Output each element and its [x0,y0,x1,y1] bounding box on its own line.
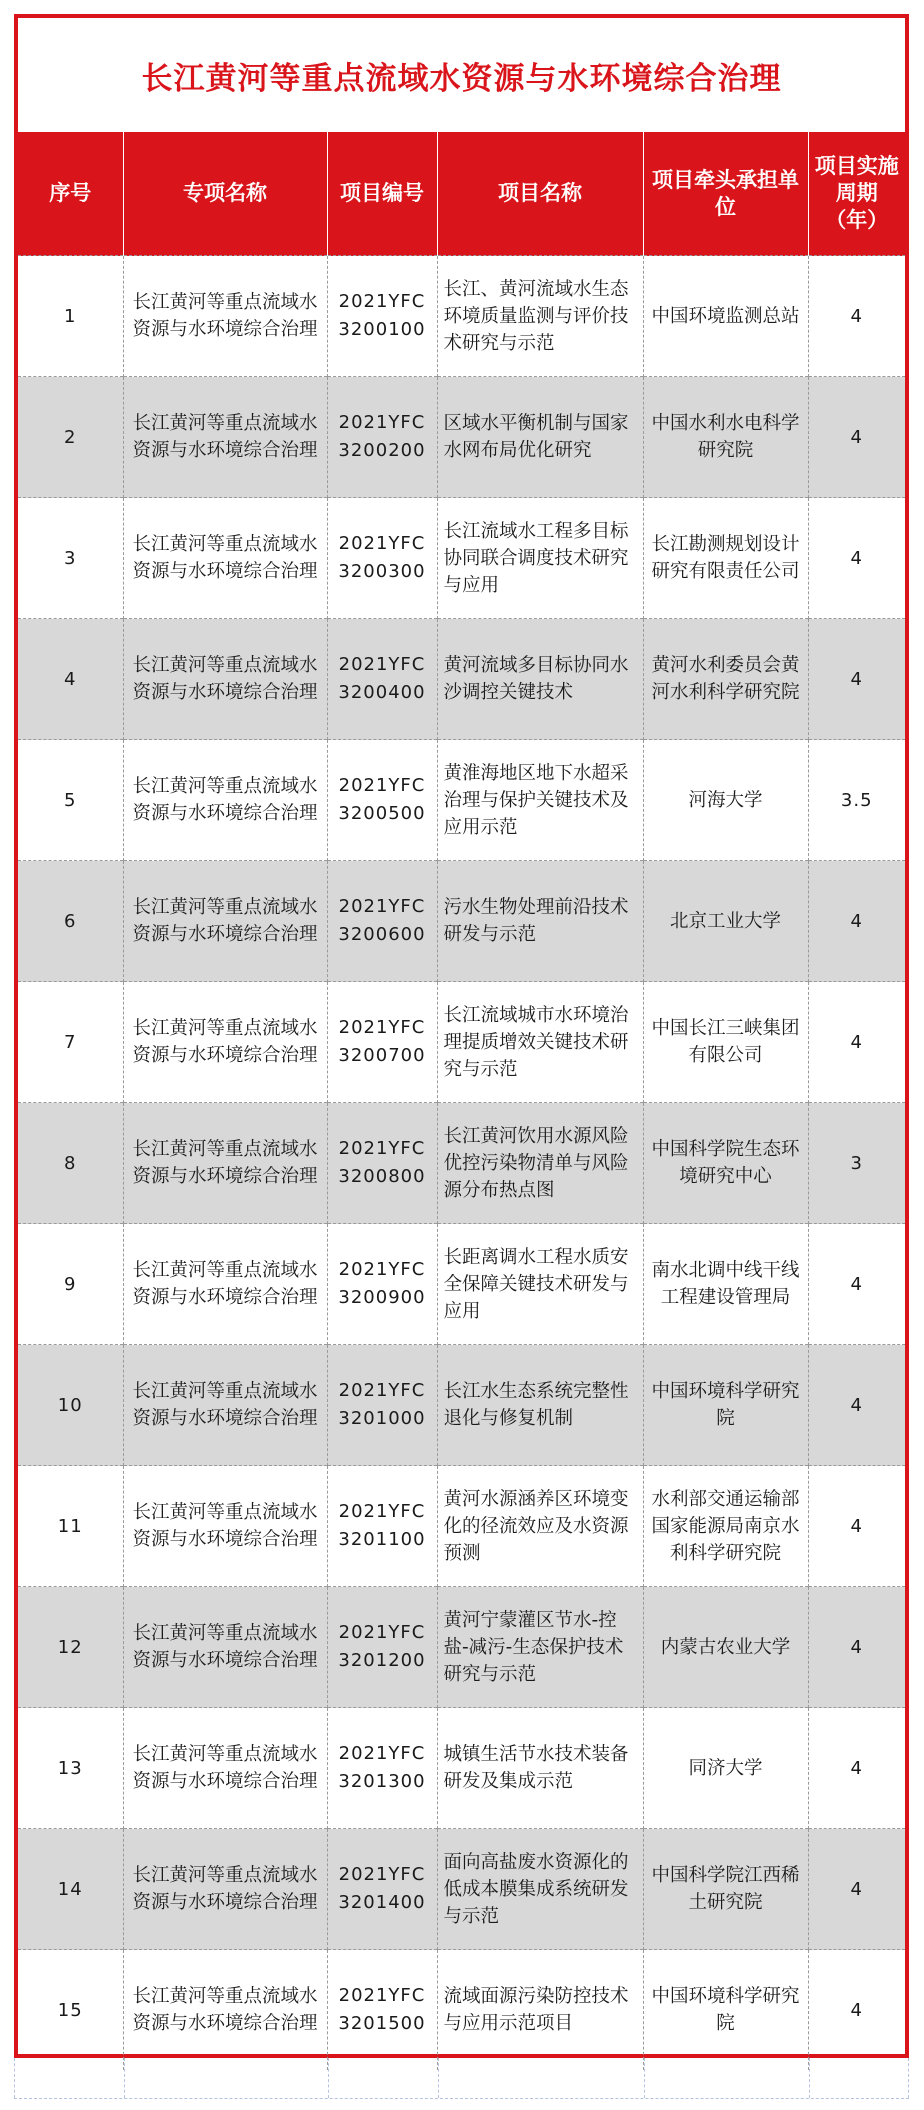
cell-code: 2021YFC3200800 [327,1103,437,1224]
cell-period: 4 [808,1587,905,1708]
cell-program: 长江黄河等重点流域水资源与水环境综合治理 [123,1103,327,1224]
cell-name: 区域水平衡机制与国家水网布局优化研究 [437,377,643,498]
cell-period: 4 [808,1345,905,1466]
cell-name: 城镇生活节水技术装备研发及集成示范 [437,1708,643,1829]
cell-name: 长江流域城市水环境治理提质增效关键技术研究与示范 [437,982,643,1103]
cell-unit: 河海大学 [643,740,808,861]
cell-program: 长江黄河等重点流域水资源与水环境综合治理 [123,1950,327,2071]
cell-period: 4 [808,1466,905,1587]
cell-seq: 8 [18,1103,123,1224]
cell-name: 长江水生态系统完整性退化与修复机制 [437,1345,643,1466]
cell-name: 黄淮海地区地下水超采治理与保护关键技术及应用示范 [437,740,643,861]
cell-period: 4 [808,861,905,982]
cell-program: 长江黄河等重点流域水资源与水环境综合治理 [123,619,327,740]
cell-seq: 10 [18,1345,123,1466]
table-row [18,256,905,377]
cell-period: 4 [808,1829,905,1950]
cell-unit: 中国水利水电科学研究院 [643,377,808,498]
cell-program: 长江黄河等重点流域水资源与水环境综合治理 [123,982,327,1103]
cell-unit: 长江勘测规划设计研究有限责任公司 [643,498,808,619]
cell-seq: 3 [18,498,123,619]
cell-code: 2021YFC3200300 [327,498,437,619]
cell-seq: 6 [18,861,123,982]
cell-name: 黄河流域多目标协同水沙调控关键技术 [437,619,643,740]
cell-program: 长江黄河等重点流域水资源与水环境综合治理 [123,498,327,619]
cell-name: 长江流域水工程多目标协同联合调度技术研究与应用 [437,498,643,619]
cell-period: 4 [808,1224,905,1345]
cell-code: 2021YFC3200900 [327,1224,437,1345]
table-row [18,1829,905,1950]
header-program: 专项名称 [123,132,327,256]
header-period: 项目实施周期（年） [808,132,905,256]
cell-code: 2021YFC3201000 [327,1345,437,1466]
cell-program: 长江黄河等重点流域水资源与水环境综合治理 [123,1345,327,1466]
cell-code: 2021YFC3201200 [327,1587,437,1708]
cell-period: 3.5 [808,740,905,861]
cell-unit: 中国环境监测总站 [643,256,808,377]
cell-code: 2021YFC3201400 [327,1829,437,1950]
cell-period: 3 [808,1103,905,1224]
cell-seq: 15 [18,1950,123,2071]
cell-program: 长江黄河等重点流域水资源与水环境综合治理 [123,1708,327,1829]
header-seq: 序号 [18,132,123,256]
trailing-divider [124,2058,125,2098]
trailing-divider [14,2058,15,2098]
cell-name: 长距离调水工程水质安全保障关键技术研发与应用 [437,1224,643,1345]
cell-seq: 1 [18,256,123,377]
cell-unit: 内蒙古农业大学 [643,1587,808,1708]
table-row [18,619,905,740]
cell-code: 2021YFC3200700 [327,982,437,1103]
cell-unit: 中国长江三峡集团有限公司 [643,982,808,1103]
cell-code: 2021YFC3200500 [327,740,437,861]
trailing-divider [908,2058,909,2098]
table-row [18,1466,905,1587]
cell-period: 4 [808,498,905,619]
trailing-divider [644,2058,645,2098]
empty-trailing-row [14,2058,909,2098]
trailing-divider [438,2058,439,2098]
cell-unit: 北京工业大学 [643,861,808,982]
cell-seq: 7 [18,982,123,1103]
cell-program: 长江黄河等重点流域水资源与水环境综合治理 [123,861,327,982]
cell-unit: 中国环境科学研究院 [643,1345,808,1466]
table-frame [14,14,909,2058]
project-table [18,132,905,2070]
trailing-bottom-line [14,2098,909,2099]
table-row [18,1708,905,1829]
cell-name: 长江黄河饮用水源风险优控污染物清单与风险源分布热点图 [437,1103,643,1224]
cell-unit: 中国科学院江西稀土研究院 [643,1829,808,1950]
cell-period: 4 [808,1950,905,2071]
cell-period: 4 [808,1708,905,1829]
table-row [18,1587,905,1708]
table-row [18,982,905,1103]
cell-name: 黄河水源涵养区环境变化的径流效应及水资源预测 [437,1466,643,1587]
cell-period: 4 [808,982,905,1103]
cell-period: 4 [808,619,905,740]
cell-program: 长江黄河等重点流域水资源与水环境综合治理 [123,1224,327,1345]
header-unit: 项目牵头承担单位 [643,132,808,256]
cell-program: 长江黄河等重点流域水资源与水环境综合治理 [123,1829,327,1950]
cell-period: 4 [808,256,905,377]
cell-name: 流域面源污染防控技术与应用示范项目 [437,1950,643,2071]
cell-name: 长江、黄河流域水生态环境质量监测与评价技术研究与示范 [437,256,643,377]
table-header-row [18,132,905,256]
table-row [18,1224,905,1345]
cell-period: 4 [808,377,905,498]
trailing-divider [328,2058,329,2098]
cell-unit: 水利部交通运输部国家能源局南京水利科学研究院 [643,1466,808,1587]
cell-seq: 9 [18,1224,123,1345]
cell-seq: 11 [18,1466,123,1587]
table-row [18,740,905,861]
table-row [18,861,905,982]
table-row [18,1950,905,2071]
table-row [18,1103,905,1224]
cell-unit: 中国科学院生态环境研究中心 [643,1103,808,1224]
page-title: 长江黄河等重点流域水资源与水环境综合治理 [141,60,782,97]
cell-unit: 中国环境科学研究院 [643,1950,808,2071]
cell-code: 2021YFC3201100 [327,1466,437,1587]
table-row [18,377,905,498]
cell-seq: 14 [18,1829,123,1950]
cell-code: 2021YFC3200600 [327,861,437,982]
table-row [18,1345,905,1466]
cell-name: 黄河宁蒙灌区节水-控盐-减污-生态保护技术研究与示范 [437,1587,643,1708]
cell-program: 长江黄河等重点流域水资源与水环境综合治理 [123,740,327,861]
table-row [18,498,905,619]
cell-seq: 12 [18,1587,123,1708]
cell-code: 2021YFC3201300 [327,1708,437,1829]
cell-unit: 南水北调中线干线工程建设管理局 [643,1224,808,1345]
cell-unit: 同济大学 [643,1708,808,1829]
header-code: 项目编号 [327,132,437,256]
cell-program: 长江黄河等重点流域水资源与水环境综合治理 [123,256,327,377]
cell-name: 污水生物处理前沿技术研发与示范 [437,861,643,982]
cell-code: 2021YFC3200200 [327,377,437,498]
cell-code: 2021YFC3201500 [327,1950,437,2071]
cell-unit: 黄河水利委员会黄河水利科学研究院 [643,619,808,740]
trailing-divider [809,2058,810,2098]
cell-program: 长江黄河等重点流域水资源与水环境综合治理 [123,377,327,498]
cell-seq: 5 [18,740,123,861]
header-name: 项目名称 [437,132,643,256]
cell-seq: 2 [18,377,123,498]
cell-seq: 4 [18,619,123,740]
cell-program: 长江黄河等重点流域水资源与水环境综合治理 [123,1466,327,1587]
cell-code: 2021YFC3200100 [327,256,437,377]
cell-seq: 13 [18,1708,123,1829]
cell-name: 面向高盐废水资源化的低成本膜集成系统研发与示范 [437,1829,643,1950]
cell-code: 2021YFC3200400 [327,619,437,740]
cell-program: 长江黄河等重点流域水资源与水环境综合治理 [123,1587,327,1708]
